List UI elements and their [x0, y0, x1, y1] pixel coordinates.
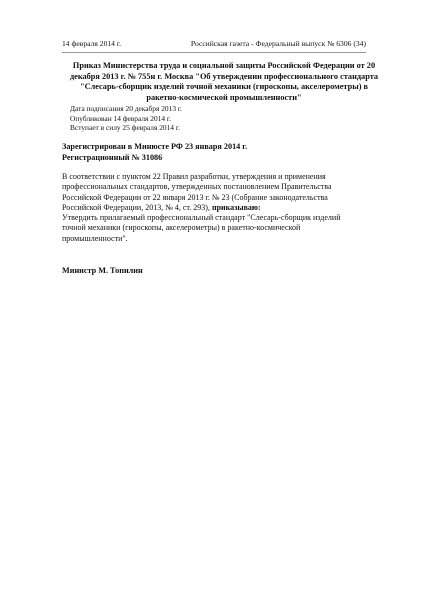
body-line: Российской Федерации от 22 января 2013 г. № 23 (Собрание законодательства — [62, 192, 328, 202]
title-line: "Слесарь-сборщик изделий точной механики (гироскопы, акселерометры) в — [79, 82, 369, 92]
registration-number: Регистрационный № 31086 — [62, 152, 163, 162]
body-line: промышленности". — [62, 233, 128, 243]
header-date: 14 февраля 2014 г. — [62, 39, 122, 48]
body-line: точной механики (гироскопы, акселерометры) в ракетно-космической — [62, 223, 301, 233]
body-line: профессиональных стандартов, утвержденных постановлением Правительства — [62, 182, 332, 192]
header-divider — [62, 52, 366, 53]
document-title — [62, 61, 386, 103]
body-line — [62, 203, 368, 213]
order-body — [62, 172, 368, 244]
body-line: Утвердить прилагаемый профессиональный стандарт "Слесарь-сборщик изделий — [62, 213, 341, 223]
document-meta — [70, 104, 182, 133]
effective-date: Вступает в силу 25 февраля 2014 г. — [70, 123, 180, 133]
order-word: приказываю: — [211, 202, 261, 212]
body-line-text: Российской Федерации, 2013, № 4, ст. 293), — [62, 202, 212, 212]
signed-date: Дата подписания 20 декабря 2013 г. — [70, 104, 182, 113]
signature: Министр М. Топилин — [62, 266, 143, 275]
registration-date: Зарегистрирован в Минюсте РФ 23 января 2014 г. — [62, 142, 248, 151]
title-line: Приказ Министерства труда и социальной защиты Российской Федерации от 20 — [72, 61, 376, 70]
header-publication: Российская газета - Федеральный выпуск № 6306 (34) — [190, 39, 366, 48]
body-line: В соответствии с пунктом 22 Правил разработки, утверждения и применения — [62, 172, 326, 181]
title-line: ракетно-космической промышленности" — [146, 92, 302, 102]
title-line: декабря 2013 г. № 755н г. Москва "Об утверждении профессионального стандарта — [69, 71, 379, 81]
published-date: Опубликован 14 февраля 2014 г. — [70, 113, 171, 123]
registration-info — [62, 142, 247, 163]
